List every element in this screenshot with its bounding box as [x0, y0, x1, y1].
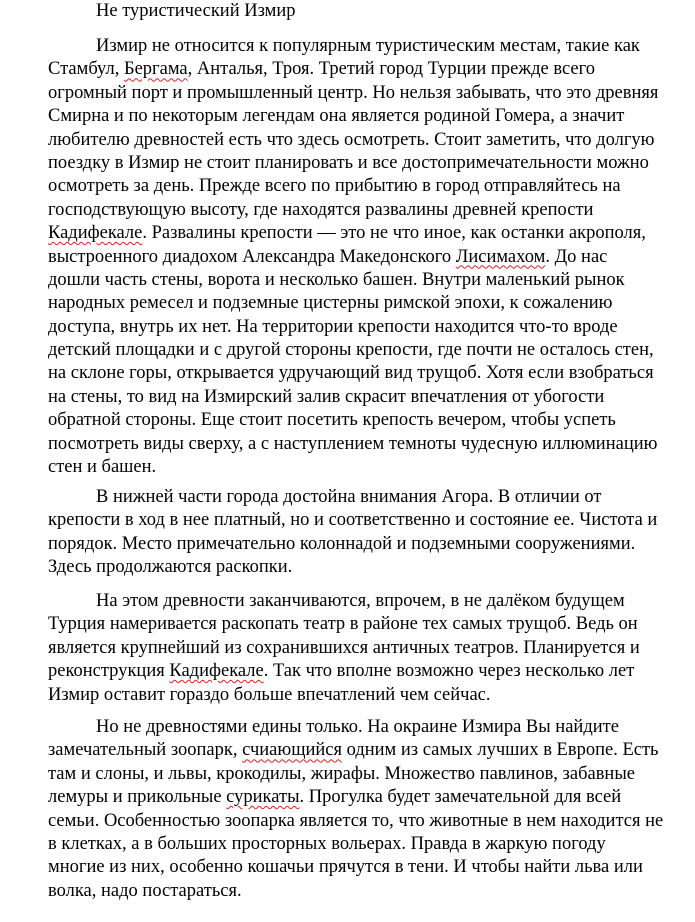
text-line: [48, 386, 658, 409]
text-line: [48, 684, 640, 707]
text-segment: порядок. Место примечательно колоннадой и подземными сооружениями.: [48, 533, 636, 554]
text-segment: является крупнейший из сохранившихся античных театров. Планируется и: [48, 637, 640, 658]
text-segment: дошли часть стены, ворота и несколько башен. Внутри маленький рынок: [48, 269, 625, 290]
text-line: [48, 269, 658, 292]
text-line: [48, 222, 658, 245]
text-segment: выстроенного диадохом Александра Македонского: [48, 246, 456, 267]
text-line: [48, 509, 657, 532]
text-segment: на стены, то вид на Измирский залив скрасит впечатления от убогости: [48, 386, 605, 407]
text-line: [48, 660, 640, 683]
text-line: [48, 339, 658, 362]
document-title: Не туристический Измир: [96, 1, 296, 21]
paragraph: [48, 716, 663, 903]
text-segment: стен и башен.: [48, 457, 157, 478]
spellcheck-flagged-word: счиающийся: [242, 740, 342, 761]
text-segment: . Прогулка будет замечательной для всей: [299, 787, 622, 808]
text-line: [48, 880, 663, 903]
text-segment: Измир не относится к популярным туристическим местам, такие как: [96, 36, 640, 56]
text-segment: одним из самых лучших в Европе. Есть: [342, 740, 659, 761]
spellcheck-flagged-word: Бергама: [123, 59, 188, 80]
text-line: [48, 456, 658, 479]
text-segment: поездку в Измир не стоит планировать и все достопримечательности можно: [48, 152, 649, 173]
text-segment: волка, надо постараться.: [48, 880, 242, 901]
text-line: [48, 129, 658, 152]
text-line: [48, 533, 657, 556]
text-segment: крепости в ход в нее платный, но и соответственно и состояние ее. Чистота и: [48, 510, 658, 531]
text-line: [48, 486, 657, 509]
spellcheck-flagged-word: Лисимахом: [455, 246, 546, 267]
text-line: [48, 175, 658, 198]
text-segment: любителю древностей есть что здесь осмотреть. Стоит заметить, что долгую: [48, 129, 655, 150]
spellcheck-flagged-word: Кадифекале: [48, 223, 143, 244]
text-line: [48, 433, 658, 456]
text-segment: Смирна и по некоторым легендам она является родиной Гомера, а значит: [48, 106, 625, 127]
text-segment: . Развалины крепости — это не что иное, как останки акрополя,: [142, 223, 646, 244]
text-segment: Стамбул,: [48, 59, 124, 80]
text-segment: . До нас: [545, 246, 608, 267]
text-segment: огромный порт и промышленный центр. Но нельзя забывать, что это древняя: [48, 82, 659, 103]
text-segment: господствующую высоту, где находятся развалины древней крепости: [48, 199, 594, 220]
text-segment: многие из них, особенно кошачьи прячутся в тени. И чтобы найти льва или: [48, 857, 643, 878]
text-line: [48, 246, 658, 269]
text-line: [48, 82, 658, 105]
text-line: [48, 856, 663, 879]
text-line: [48, 810, 663, 833]
text-segment: семьи. Особенностью зоопарка является то, что животные в нем находится не: [48, 810, 664, 831]
text-segment: замечательный зоопарк,: [48, 740, 243, 761]
text-line: [48, 292, 658, 315]
text-line: [48, 786, 663, 809]
text-segment: посмотреть виды сверху, а с наступлением темноты чудесную иллюминацию: [48, 433, 658, 454]
text-line: [48, 35, 658, 58]
text-line: [48, 105, 658, 128]
text-line: [48, 556, 657, 579]
text-line: [48, 409, 658, 432]
text-segment: Измир оставит гораздо больше впечатлений чем сейчас.: [48, 684, 491, 705]
text-line: [48, 362, 658, 385]
text-line: [48, 833, 663, 856]
text-segment: Но не древностями едины только. На окраине Измира Вы найдите: [96, 717, 619, 737]
text-segment: реконструкция: [48, 661, 170, 682]
paragraph: [48, 35, 658, 479]
text-line: [48, 58, 658, 81]
text-line: [48, 316, 658, 339]
text-segment: доступа, внутрь их нет. На территории крепости находится что-то вроде: [48, 316, 618, 337]
text-line: [48, 739, 663, 762]
text-line: [48, 199, 658, 222]
text-segment: на склоне горы, открывается удручающий вид трущоб. Хотя если взобраться: [48, 363, 654, 384]
text-segment: осмотреть за день. Прежде всего по прибытию в город отправляйтесь на: [48, 176, 621, 197]
text-segment: лемуры и прикольные: [48, 787, 227, 808]
text-line: [48, 152, 658, 175]
text-segment: Здесь продолжаются раскопки.: [48, 557, 293, 578]
text-line: [48, 613, 640, 636]
text-segment: там и слоны, и львы, крокодилы, жирафы. Множество павлинов, забавные: [48, 763, 635, 784]
paragraph: [48, 486, 657, 580]
text-segment: На этом древности заканчиваются, впрочем, в не далёком будущем: [96, 591, 625, 611]
text-segment: , Анталья, Троя. Третий город Турции прежде всего: [187, 59, 595, 80]
spellcheck-flagged-word: сурикаты: [226, 787, 300, 808]
text-segment: В нижней части города достойна внимания Агора. В отличии от: [96, 487, 602, 507]
text-segment: Турция намеривается раскопать театр в районе тех самых трущоб. Ведь он: [48, 614, 638, 635]
text-segment: обратной стороны. Еще стоит посетить крепость вечером, чтобы успеть: [48, 410, 616, 431]
spellcheck-flagged-word: Кадифекале: [169, 661, 264, 682]
paragraph: [48, 590, 640, 707]
text-segment: детский площадки и с другой стороны крепости, где почти не осталось стен,: [48, 340, 654, 361]
text-line: [48, 637, 640, 660]
text-line: [48, 590, 640, 613]
text-segment: в клетках, а в больших просторных вольерах. Правда в жаркую погоду: [48, 833, 606, 854]
text-segment: . Так что вполне возможно через несколько лет: [263, 661, 635, 682]
text-line: [48, 763, 663, 786]
text-line: [48, 716, 663, 739]
text-segment: народных ремесел и подземные цистерны римской эпохи, к сожалению: [48, 293, 613, 314]
